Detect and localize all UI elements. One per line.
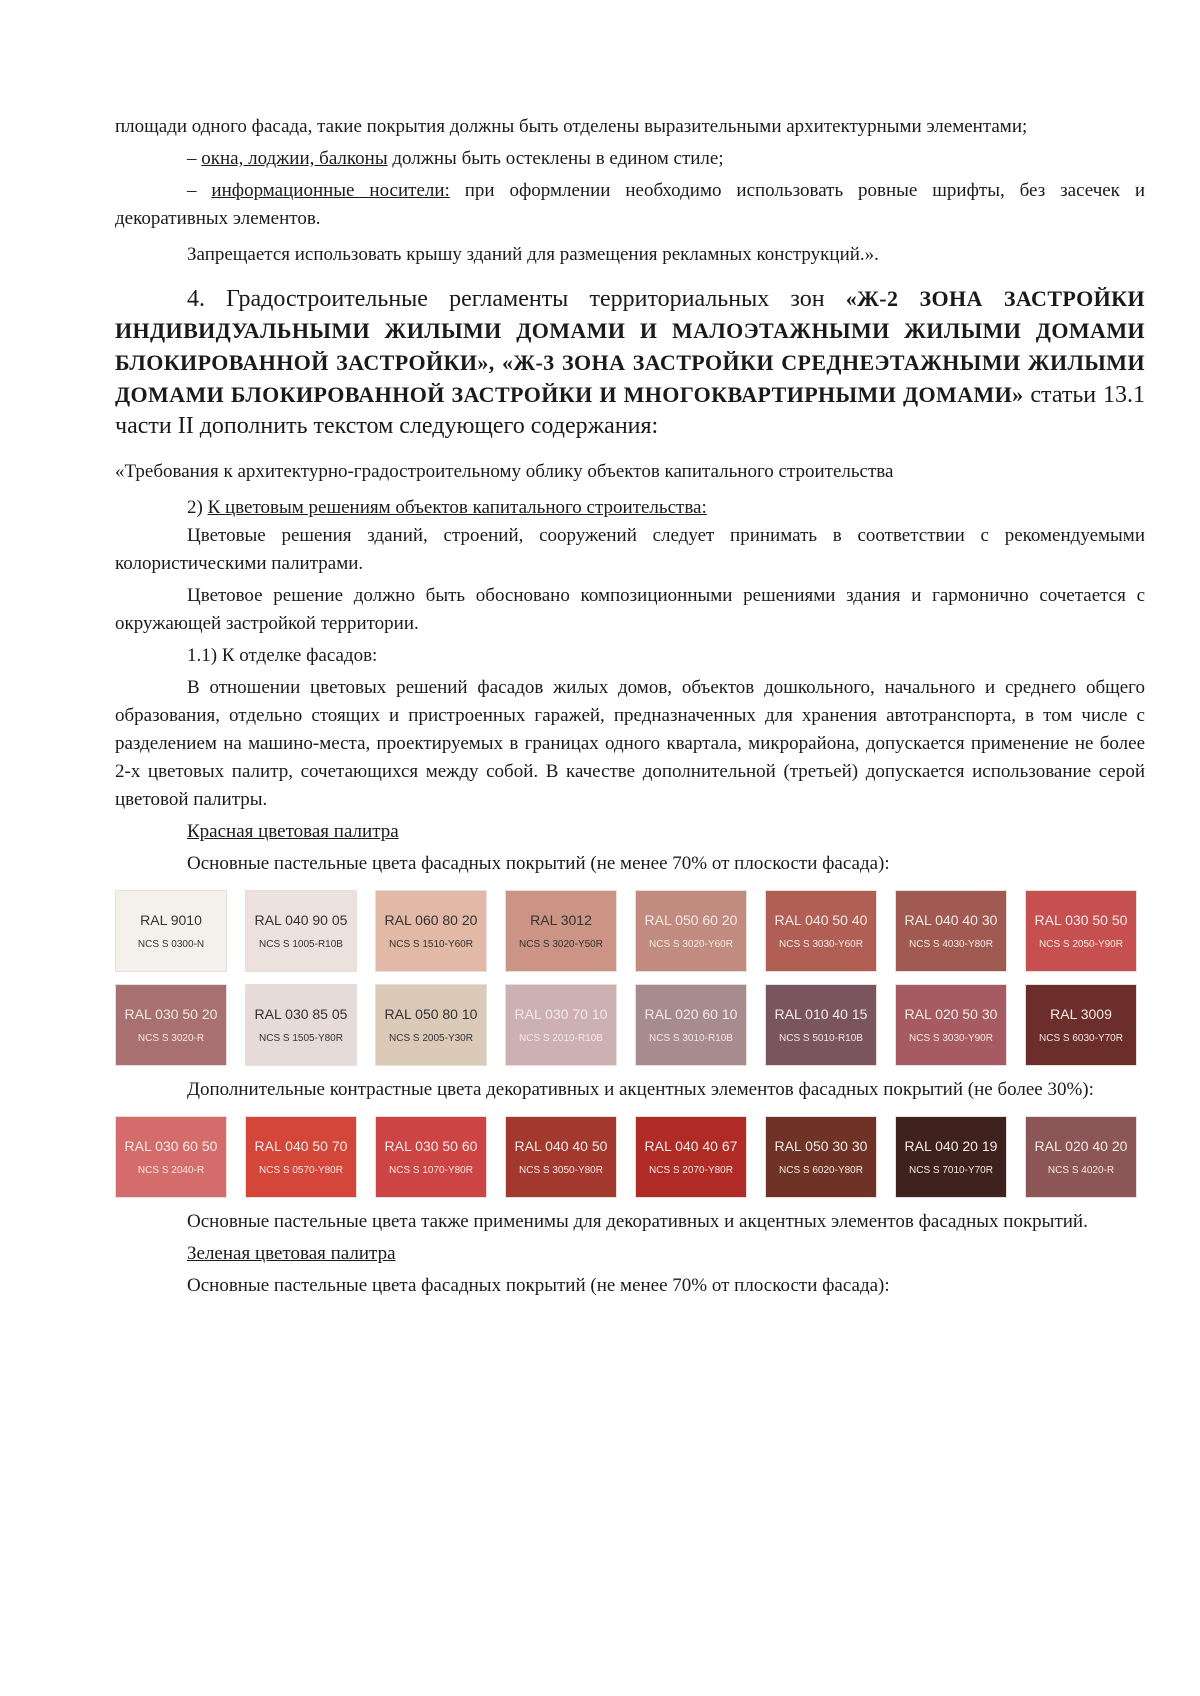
swatch-ral-code: RAL 040 40 50 — [514, 1138, 608, 1154]
main-colors-caption-green: Основные пастельные цвета фасадных покрытий (не менее 70% от плоскости фасада): — [187, 1275, 890, 1296]
swatch-ncs-code: NCS S 3030-Y90R — [909, 1033, 993, 1044]
swatch-row-main-1 — [115, 890, 1145, 972]
swatch-ncs-code: NCS S 0570-Y80R — [259, 1165, 343, 1176]
color-swatch — [375, 984, 487, 1066]
color-swatch — [1025, 1116, 1137, 1198]
page-content — [115, 113, 1145, 1300]
swatch-ral-code: RAL 3009 — [1050, 1006, 1112, 1022]
color-swatch — [505, 1116, 617, 1198]
swatch-row-main-2 — [115, 984, 1145, 1066]
list-item-info-carriers: – информационные носители: при оформлении необходимо использовать ровные шрифты, без засечек и декоративных элементов. — [115, 180, 1145, 229]
swatch-ral-code: RAL 040 40 30 — [904, 912, 998, 928]
paragraph-pastel-applicable: Основные пастельные цвета также применимы для декоративных и акцентных элементов фасадных покрытий. — [187, 1211, 1088, 1232]
swatch-ral-code: RAL 040 40 67 — [644, 1138, 738, 1154]
swatch-ncs-code: NCS S 3010-R10B — [649, 1033, 733, 1044]
requirements-title: «Требования к архитектурно-градостроительному облику объектов капитального строительства — [115, 461, 894, 482]
swatch-ncs-code: NCS S 3050-Y80R — [519, 1165, 603, 1176]
swatch-ncs-code: NCS S 3020-R — [137, 1033, 205, 1044]
swatch-ral-code: RAL 040 50 70 — [254, 1138, 348, 1154]
list-item-windows: – окна, лоджии, балконы должны быть остеклены в едином стиле; — [187, 148, 724, 169]
color-swatch — [245, 890, 357, 972]
color-swatch — [895, 1116, 1007, 1198]
green-palette-title: Зеленая цветовая палитра — [187, 1243, 396, 1264]
color-swatch — [375, 1116, 487, 1198]
color-swatch — [115, 1116, 227, 1198]
color-swatch — [635, 984, 747, 1066]
swatch-ncs-code: NCS S 2070-Y80R — [649, 1165, 733, 1176]
color-swatch — [635, 1116, 747, 1198]
swatch-ncs-code: NCS S 1510-Y60R — [389, 939, 473, 950]
color-swatch — [375, 890, 487, 972]
swatch-row-contrast — [115, 1116, 1145, 1198]
color-swatch — [1025, 984, 1137, 1066]
color-swatch — [115, 890, 227, 972]
swatch-ral-code: RAL 030 70 10 — [514, 1006, 608, 1022]
red-palette-title: Красная цветовая палитра — [187, 821, 399, 842]
swatch-ncs-code: NCS S 2005-Y30R — [389, 1033, 473, 1044]
swatch-ncs-code: NCS S 7010-Y70R — [909, 1165, 993, 1176]
paragraph-palette-rules: В отношении цветовых решений фасадов жилых домов, объектов дошкольного, начального и среднего общего образования, отдельно стоящих и пристроенных гаражей, предназначенных для хранения автотранспорта, в том числе с разделением на машино-места, проектируемых в границах одного квартала, микрорайона, допускается применение не более 2-х цветовых палитр, сочетающихся между собой. В качестве дополнительной (третьей) допускается использование серой цветовой палитры. — [115, 677, 1145, 810]
swatch-ncs-code: NCS S 1005-R10B — [259, 939, 343, 950]
swatch-ncs-code: NCS S 0300-N — [137, 939, 205, 950]
swatch-ral-code: RAL 020 50 30 — [904, 1006, 998, 1022]
item-color-solutions: 2) К цветовым решениям объектов капитального строительства: — [187, 497, 707, 518]
swatch-ncs-code: NCS S 1505-Y80R — [259, 1033, 343, 1044]
swatch-ral-code: RAL 030 50 60 — [384, 1138, 478, 1154]
swatch-ral-code: RAL 030 85 05 — [254, 1006, 348, 1022]
swatch-ral-code: RAL 030 50 20 — [124, 1006, 218, 1022]
swatch-ral-code: RAL 040 50 40 — [774, 912, 868, 928]
paragraph-color-composition: Цветовое решение должно быть обосновано композиционными решениями здания и гармонично сочетается с окружающей застройкой территории. — [115, 585, 1145, 634]
swatch-ncs-code: NCS S 4020-R — [1047, 1165, 1115, 1176]
item-facade-finish: 1.1) К отделке фасадов: — [187, 645, 378, 666]
swatch-ncs-code: NCS S 6030-Y70R — [1039, 1033, 1123, 1044]
color-swatch — [1025, 890, 1137, 972]
swatch-ral-code: RAL 050 80 10 — [384, 1006, 478, 1022]
swatch-ncs-code: NCS S 2040-R — [137, 1165, 205, 1176]
swatch-ral-code: RAL 020 60 10 — [644, 1006, 738, 1022]
color-swatch — [635, 890, 747, 972]
color-swatch — [505, 984, 617, 1066]
swatch-ncs-code: NCS S 3030-Y60R — [779, 939, 863, 950]
swatch-ral-code: RAL 040 90 05 — [254, 912, 348, 928]
swatch-ral-code: RAL 060 80 20 — [384, 912, 478, 928]
swatch-ncs-code: NCS S 2010-R10B — [519, 1033, 603, 1044]
swatch-ral-code: RAL 010 40 15 — [774, 1006, 868, 1022]
color-swatch — [765, 984, 877, 1066]
paragraph-facade-continued: площади одного фасада, такие покрытия должны быть отделены выразительными архитектурными элементами; — [115, 116, 1028, 137]
paragraph-color-solutions: Цветовые решения зданий, строений, сооружений следует принимать в соответствии с рекомендуемыми колористическими палитрами. — [115, 525, 1145, 574]
color-swatch — [765, 890, 877, 972]
swatch-ncs-code: NCS S 6020-Y80R — [779, 1165, 863, 1176]
swatch-ncs-code: NCS S 4030-Y80R — [909, 939, 993, 950]
section-heading: 4. Градостроительные регламенты территориальных зон «Ж-2 ЗОНА ЗАСТРОЙКИ ИНДИВИДУАЛЬНЫМИ ЖИЛЫМИ ДОМАМИ И МАЛОЭТАЖНЫМИ ЖИЛЫМИ ДОМАМИ БЛОКИРОВАННОЙ ЗАСТРОЙКИ», «Ж-3 ЗОНА ЗАСТРОЙКИ СРЕДНЕЭТАЖНЫМИ ЖИЛЫМИ ДОМАМИ БЛОКИРОВАННОЙ ЗАСТРОЙКИ И МНОГОКВАРТИРНЫМИ ДОМАМИ» статьи 13.1 части II дополнить текстом следующего содержания: — [115, 286, 1145, 439]
color-swatch — [115, 984, 227, 1066]
contrast-colors-caption: Дополнительные контрастные цвета декоративных и акцентных элементов фасадных покрытий (не более 30%): — [187, 1079, 1094, 1100]
color-swatch — [895, 984, 1007, 1066]
swatch-ral-code: RAL 030 50 50 — [1034, 912, 1128, 928]
color-swatch — [765, 1116, 877, 1198]
swatch-ral-code: RAL 050 30 30 — [774, 1138, 868, 1154]
swatch-ncs-code: NCS S 3020-Y60R — [649, 939, 733, 950]
color-swatch — [245, 1116, 357, 1198]
swatch-ral-code: RAL 050 60 20 — [644, 912, 738, 928]
paragraph-roof-ban: Запрещается использовать крышу зданий для размещения рекламных конструкций.». — [187, 244, 879, 265]
swatch-ral-code: RAL 3012 — [530, 912, 592, 928]
main-colors-caption: Основные пастельные цвета фасадных покрытий (не менее 70% от плоскости фасада): — [187, 853, 890, 874]
swatch-ncs-code: NCS S 3020-Y50R — [519, 939, 603, 950]
color-swatch — [245, 984, 357, 1066]
swatch-ral-code: RAL 040 20 19 — [904, 1138, 998, 1154]
swatch-ncs-code: NCS S 5010-R10B — [779, 1033, 863, 1044]
swatch-ncs-code: NCS S 1070-Y80R — [389, 1165, 473, 1176]
color-swatch — [505, 890, 617, 972]
swatch-ncs-code: NCS S 2050-Y90R — [1039, 939, 1123, 950]
swatch-ral-code: RAL 020 40 20 — [1034, 1138, 1128, 1154]
swatch-ral-code: RAL 030 60 50 — [124, 1138, 218, 1154]
swatch-ral-code: RAL 9010 — [140, 912, 202, 928]
color-swatch — [895, 890, 1007, 972]
